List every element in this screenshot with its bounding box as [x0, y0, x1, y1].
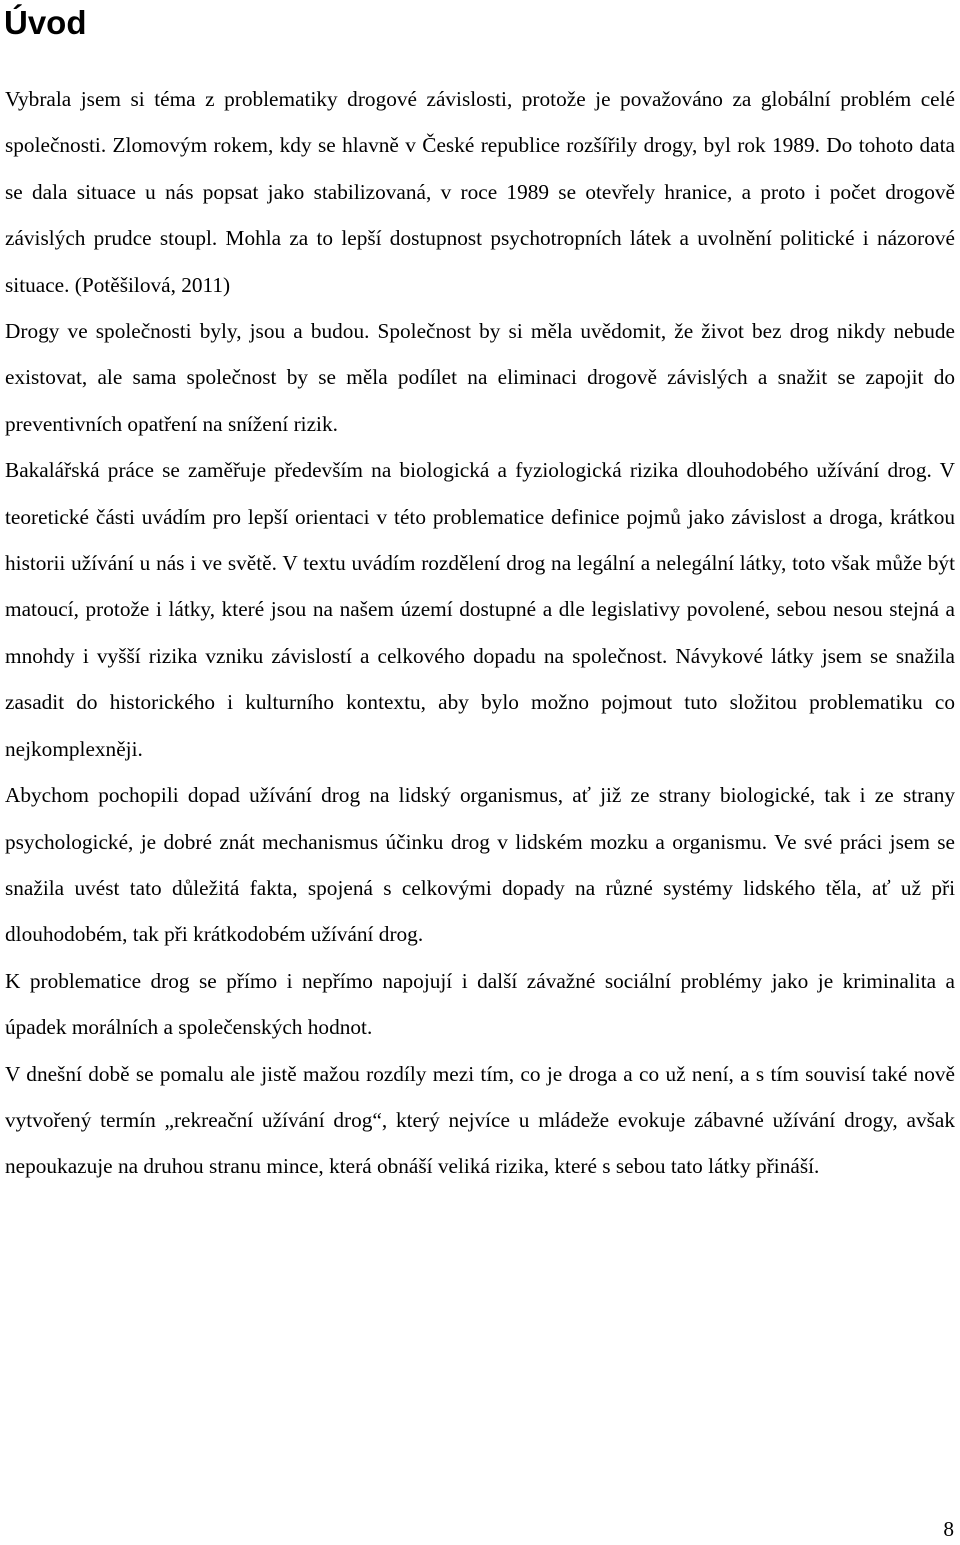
- paragraph-society: Drogy ve společnosti byly, jsou a budou. Společnost by si měla uvědomit, že život bez drog nikdy nebude existovat, ale sama společnost by se měla podílet na eliminaci drogově závislých a snažit se zapojit do preventivních opatření na snížení rizik.: [5, 319, 955, 436]
- section-heading: Úvod: [4, 4, 87, 41]
- page-number: 8: [943, 1517, 954, 1541]
- paragraph-social-problems: K problematice drog se přímo i nepřímo napojují i další závažné sociální problémy jako je kriminalita a úpadek morálních a společenských hodnot.: [5, 968, 955, 1040]
- paragraph-mechanism: Abychom pochopili dopad užívání drog na lidský organismus, ať již ze strany biologické, tak i ze strany psychologické, je dobré znát mechanismus účinku drog v lidském mozku a organismu. Ve své práci jsem se snažila uvést tato důležitá fakta, spojená s celkovými dopady na různé systémy lidského těla, ať už při dlouhodobém, tak při krátkodobém užívání drog.: [5, 783, 955, 947]
- body-text: [5, 76, 955, 1190]
- paragraph-thesis-focus: Bakalářská práce se zaměřuje především na biologická a fyziologická rizika dlouhodobého užívání drog. V teoretické části uvádím pro lepší orientaci v této problematice definice pojmů jako závislost a droga, krátkou historii užívání u nás i ve světě. V textu uvádím rozdělení drog na legální a nelegální látky, toto však může být matoucí, protože i látky, které jsou na našem území dostupné a dle legislativy povolené, sebou nesou stejná a mnohdy i vyšší rizika vzniku závislostí a celkového dopadu na společnost. Návykové látky jsem se snažila zasadit do historického i kulturního kontextu, aby bylo možno pojmout tuto složitou problematiku co nejkomplexněji.: [5, 458, 955, 761]
- paragraph-intro: Vybrala jsem si téma z problematiky drogové závislosti, protože je považováno za globální problém celé společnosti. Zlomovým rokem, kdy se hlavně v České republice rozšířily drogy, byl rok 1989. Do tohoto data se dala situace u nás popsat jako stabilizovaná, v roce 1989 se otevřely hranice, a proto i počet drogově závislých prudce stoupl. Mohla za to lepší dostupnost psychotropních látek a uvolnění politické i názorové situace. (Potěšilová, 2011): [5, 87, 955, 297]
- paragraph-recreational-use: V dnešní době se pomalu ale jistě mažou rozdíly mezi tím, co je droga a co už není, a s tím souvisí také nově vytvořený termín „rekreační užívání drog“, který nejvíce u mládeže evokuje zábavné užívání drogy, avšak nepoukazuje na druhou stranu mince, která obnáší veliká rizika, které s sebou tato látky přináší.: [5, 1061, 955, 1179]
